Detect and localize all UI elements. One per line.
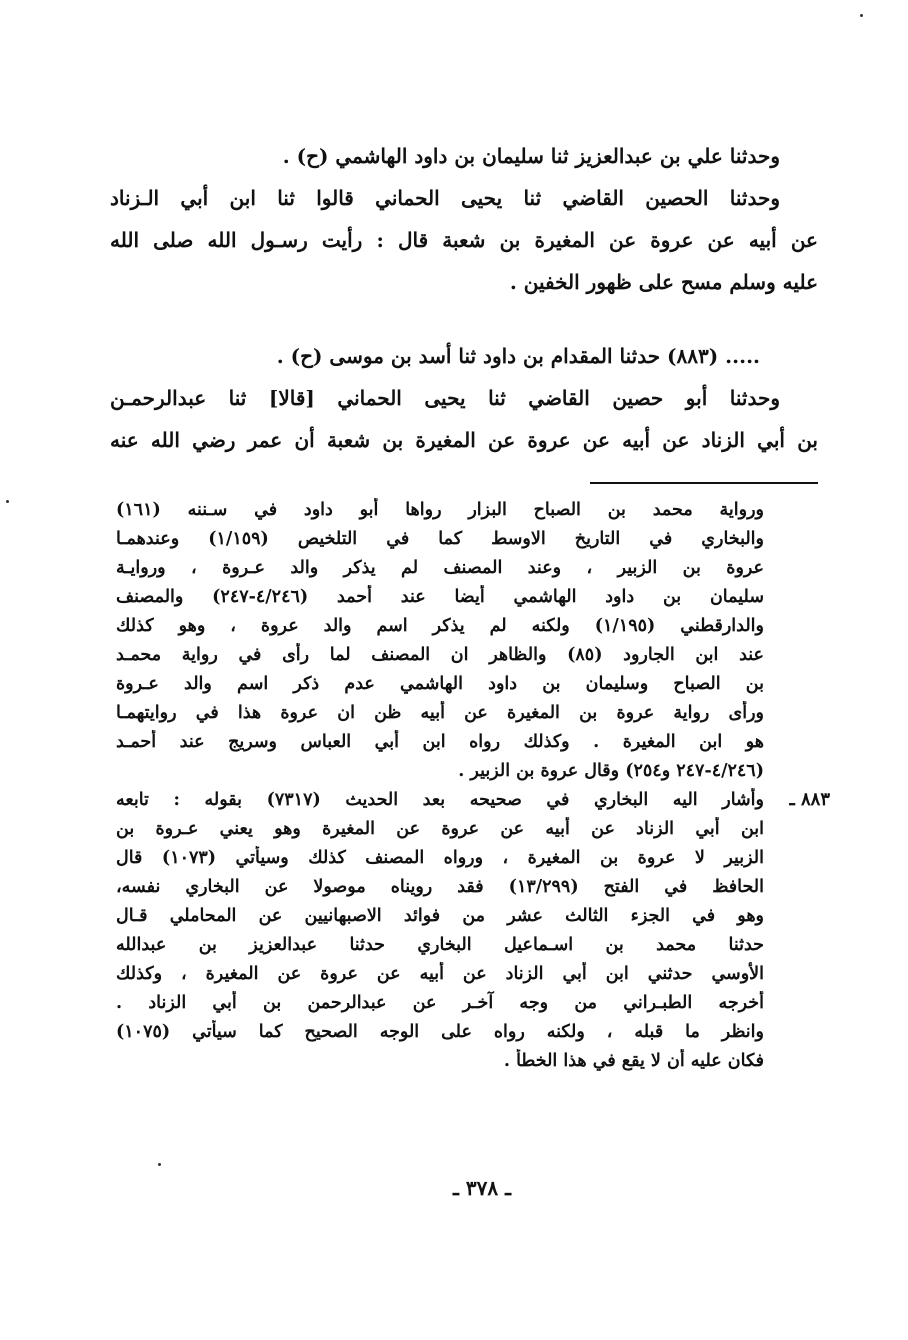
footnote-line: وأشار اليه البخاري في صحيحه بعد الحديث (٧٣١٧) بقوله : تابعه: [116, 790, 764, 810]
footnote-line: بن الصباح وسليمان بن داود الهاشمي عدم ذكر اسم والد عـروة: [116, 674, 764, 694]
scan-speck: [158, 1163, 161, 1166]
main-line-2: وحدثنا الحصين القاضي ثنا يحيى الحماني قالوا ثنا ابن أبي الـزناد: [110, 186, 780, 210]
footnote-line: والبخاري في التاريخ الاوسط كما في التلخيص (١/١٥٩) وعندهمـا: [116, 529, 764, 549]
footnote-line: وهو في الجزء الثالث عشر من فوائد الاصبهانيين عن المحاملي قـال: [116, 906, 764, 926]
footnote-line: ورأى رواية عروة بن المغيرة عن أبيه ظن ان عروة هذا في روايتهمـا: [116, 703, 764, 723]
main-line-3: عن أبيه عن عروة عن المغيرة بن شعبة قال : رأيت رسـول الله صلى الله: [110, 228, 818, 252]
footnote-line: أخرجه الطبـراني من وجه آخـر عن عبدالرحمن بن أبي الزناد .: [116, 993, 764, 1013]
scan-speck: [860, 14, 863, 17]
main-line-6: وحدثنا أبو حصين القاضي ثنا يحيى الحماني [قالا] ثنا عبدالرحمـن: [110, 386, 780, 410]
footnote-line: الأوسي حدثني ابن أبي الزناد عن أبيه عن عروة عن المغيرة ، وكذلك: [116, 964, 764, 984]
footnote-line: والدارقطني (١/١٩٥) ولكنه لم يذكر اسم والد عروة ، وهو كذلك: [116, 616, 764, 636]
footnote-line: الزبير لا عروة بن المغيرة ، ورواه المصنف كذلك وسيأتي (١٠٧٣) قال: [116, 848, 764, 868]
main-line-1: وحدثنا علي بن عبدالعزيز ثنا سليمان بن داود الهاشمي (ح) .: [282, 144, 780, 168]
footnote-line: ورواية محمد بن الصباح البزار رواها أبو داود في سـننه (١٦١): [116, 500, 764, 520]
footnote-line: (٤/٢٤٦-٢٤٧ و٢٥٤) وقال عروة بن الزبير .: [458, 761, 764, 781]
main-line-4: عليه وسلم مسح على ظهور الخفين .: [509, 270, 818, 294]
footnote-line: حدثنا محمد بن اسـماعيل البخاري حدثنا عبدالعزيز بن عبدالله: [116, 935, 764, 955]
footnote-line: وانظر ما قبله ، ولكنه رواه على الوجه الصحيح كما سيأتي (١٠٧٥): [116, 1022, 764, 1042]
footnote-line: فكان عليه أن لا يقع في هذا الخطأ .: [503, 1051, 764, 1071]
scan-speck: [6, 500, 9, 503]
footnote-line: الحافظ في الفتح (١٣/٢٩٩) فقد رويناه موصولا عن البخاري نفسه،: [116, 877, 764, 897]
footnote-line: ابن أبي الزناد عن أبيه عن عروة عن المغيرة وهو يعني عـروة بن: [116, 819, 764, 839]
footnote-line: هو ابن المغيرة . وكذلك رواه ابن أبي العباس وسريج عند أحمـد: [116, 732, 764, 752]
hadith-883-heading: ..... (٨٨٣) حدثنا المقدام بن داود ثنا أسد بن موسى (ح) .: [276, 344, 760, 368]
footnote-line: سليمان بن داود الهاشمي أيضا عند أحمد (٤/٢٤٦-٢٤٧) والمصنف: [116, 587, 764, 607]
footnote-line: عند ابن الجارود (٨٥) والظاهر ان المصنف لما رأى في رواية محمـد: [116, 645, 764, 665]
footnote-separator: [590, 482, 818, 484]
footnote-line: عروة بن الزبير ، وعند المصنف لم يذكر والد عـروة ، وروايـة: [116, 558, 764, 578]
footnote-number-883: ٨٨٣ ـ: [789, 789, 830, 810]
main-line-7: بن أبي الزناد عن أبيه عن عروة عن المغيرة بن شعبة أن عمر رضي الله عنه: [110, 428, 818, 452]
page-number: ـ ٣٧٨ ـ: [453, 1176, 511, 1200]
